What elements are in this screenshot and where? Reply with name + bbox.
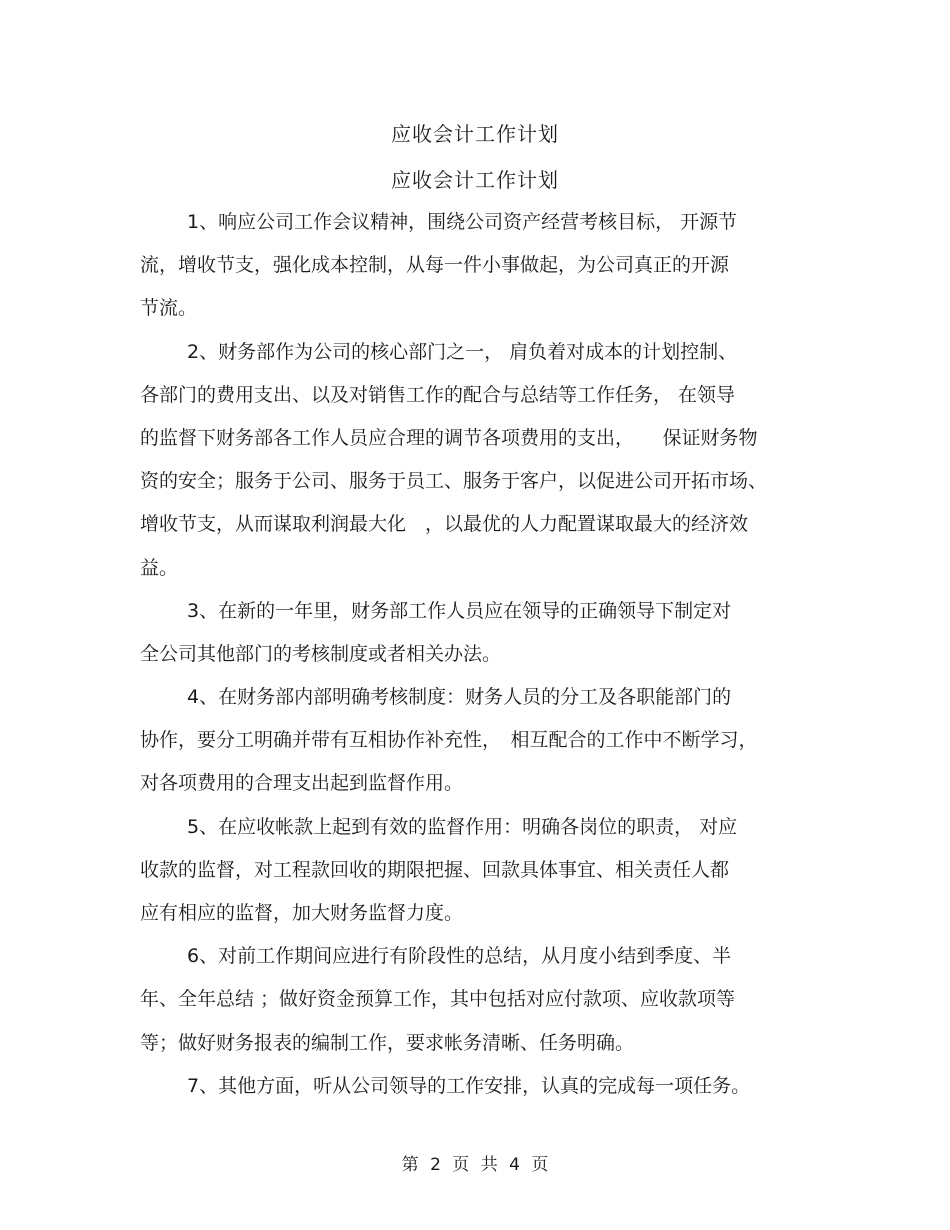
paragraph-line: 2、财务部作为公司的核心部门之一， 肩负着对成本的计划控制、 bbox=[187, 340, 738, 363]
document-subtitle: 应收会计工作计划 bbox=[391, 168, 559, 192]
paragraph-line: 资的安全；服务于公司、服务于员工、服务于客户，以促进公司开拓市场、 bbox=[140, 470, 768, 493]
paragraph-line: 4、在财务部内部明确考核制度：财务人员的分工及各职能部门的 bbox=[187, 686, 732, 709]
page-number-footer: 第 2 页 共 4 页 bbox=[401, 1155, 549, 1175]
paragraph-line: 1、响应公司工作会议精神，围绕公司资产经营考核目标， 开源节 bbox=[187, 211, 738, 233]
paragraph-line: 节流。 bbox=[140, 297, 198, 320]
paragraph-line: 应有相应的监督，加大财务监督力度。 bbox=[140, 902, 464, 924]
paragraph-line: 各部门的费用支出、以及对销售工作的配合与总结等工作任务， 在领导 bbox=[140, 383, 736, 406]
paragraph-line: 3、在新的一年里，财务部工作人员应在领导的正确领导下制定对 bbox=[187, 599, 732, 622]
paragraph-line: 收款的监督，对工程款回收的期限把握、回款具体事宜、相关责任人都 bbox=[140, 858, 730, 881]
paragraph-line: 年、全年总结 ；做好资金预算工作，其中包括对应付款项、应收款项等 bbox=[140, 988, 736, 1011]
paragraph-line: 流，增收节支，强化成本控制，从每一件小事做起，为公司真正的开源 bbox=[140, 254, 730, 277]
paragraph-line: 的监督下财务部各工作人员应合理的调节各项费用的支出， 保证财务物 bbox=[140, 426, 758, 449]
paragraph-line: 全公司其他部门的考核制度或者相关办法。 bbox=[140, 642, 502, 665]
paragraph-line: 6、对前工作期间应进行有阶段性的总结，从月度小结到季度、半 bbox=[187, 945, 732, 968]
paragraph-line: 对各项费用的合理支出起到监督作用。 bbox=[140, 772, 464, 795]
paragraph-line: 益。 bbox=[140, 556, 179, 579]
document-title: 应收会计工作计划 bbox=[391, 122, 559, 146]
paragraph-line: 协作，要分工明确并带有互相协作补充性， 相互配合的工作中不断学习， bbox=[140, 729, 758, 752]
paragraph-line: 增收节支，从而谋取利润最大化 ，以最优的人力配置谋取最大的经济效 bbox=[140, 513, 749, 536]
paragraph-line: 5、在应收帐款上起到有效的监督作用：明确各岗位的职责， 对应 bbox=[187, 815, 738, 838]
paragraph-line: 7、其他方面，听从公司领导的工作安排，认真的完成每一项任务。 bbox=[187, 1074, 751, 1097]
paragraph-line: 等；做好财务报表的编制工作，要求帐务清晰、任务明确。 bbox=[140, 1031, 635, 1054]
document-body bbox=[140, 201, 805, 1108]
